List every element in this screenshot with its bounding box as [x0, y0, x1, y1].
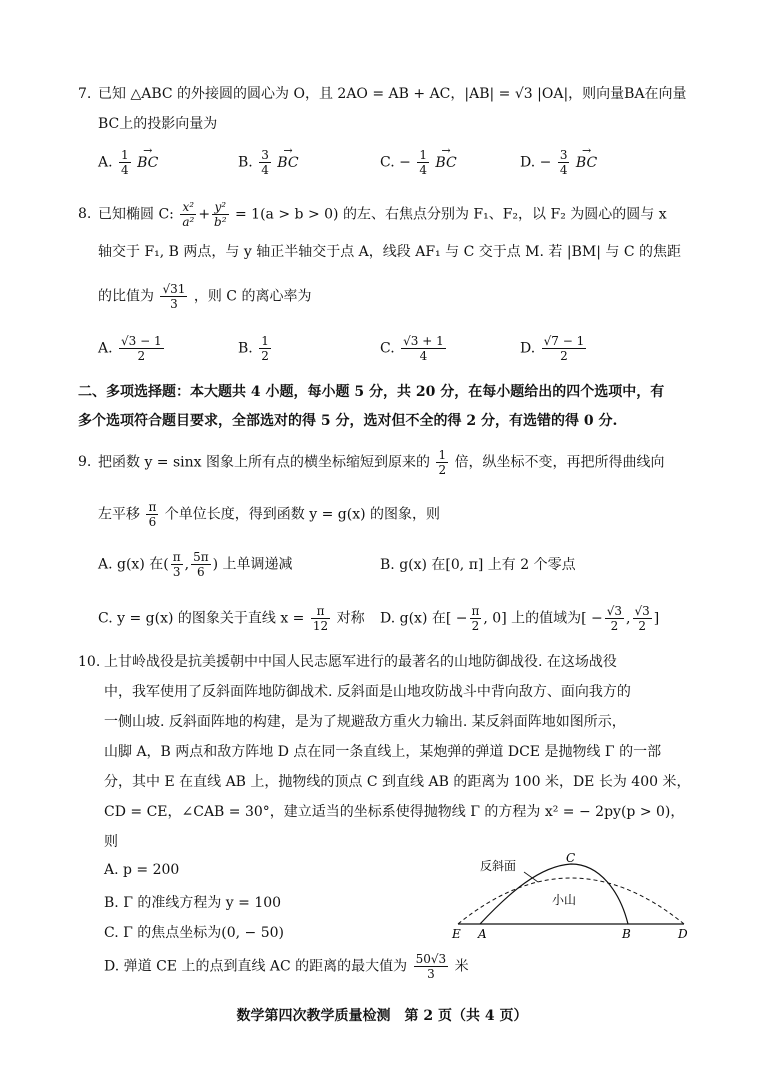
question-7-text-line1: 已知 △ABC 的外接圆的圆心为 O，且 2AO = AB + AC，|AB| = √3 |OA|，则向量BA在向量 [98, 86, 687, 102]
fraction [542, 334, 587, 363]
fraction [470, 604, 482, 633]
question-8-text-line1: 已知椭圆 C: $\frac{\text{x²}}{\text{a²}}$ + $\frac{\text{y²}}{\text{b²}}$ = 1(a > b > 0) 的左、右焦点分别为 F₁、F₂，以 F₂ 为圆心的圆与 x [98, 200, 667, 229]
text-segment: A. g(x) 在( [98, 556, 169, 573]
fraction [146, 500, 158, 529]
question-8-option-b [238, 334, 273, 363]
question-7-number: 7. [78, 86, 92, 102]
option-label: D. [520, 154, 536, 171]
text-segment: 的比值为 [98, 288, 154, 305]
text-segment: , 0] 上的值域为[ − [483, 610, 603, 627]
minus-sign: − [539, 154, 552, 171]
label-hill: 小山 [552, 893, 577, 907]
fraction [417, 148, 429, 177]
page-footer: 数学第四次教学质量检测 第 2 页（共 4 页） [236, 1008, 528, 1024]
label-d: D [678, 927, 688, 941]
minus-sign: − [399, 154, 411, 171]
text-segment: = 1(a > b > 0) 的左、右焦点分别为 F₁、F₂，以 F₂ 为圆心的圆与 x [235, 206, 667, 223]
option-label: C. [380, 340, 395, 357]
question-10-line4: 山脚 A，B 两点和敌方阵地 D 点在同一条直线上，某炮弹的弹道 DCE 是抛物线 Γ 的一部 [104, 744, 662, 760]
denominator: 2 [137, 349, 146, 363]
denominator: 4 [419, 163, 427, 177]
question-10-option-d [104, 952, 469, 981]
question-10-line7: 则 [104, 834, 118, 850]
text-segment: 倍，纵坐标不变，再把所得曲线向 [454, 454, 665, 471]
label-a: A [478, 927, 487, 941]
label-b: B [622, 927, 631, 941]
option-label: B. [238, 340, 253, 357]
denominator: 2 [471, 619, 480, 633]
numerator: 5π [193, 550, 209, 564]
question-8-option-a [98, 334, 166, 363]
numerator: π [172, 550, 181, 564]
text-segment: 个单位长度，得到函数 y = g(x) 的图象，则 [164, 506, 441, 523]
question-9-option-c [98, 604, 365, 633]
text-segment: D. 弹道 CE 上的点到直线 AC 的距离的最大值为 [104, 958, 408, 975]
question-7-option-b [238, 148, 299, 177]
option-label: A. [98, 154, 113, 171]
question-8-text-line3 [98, 282, 311, 311]
denominator: 2 [610, 619, 619, 633]
denominator: 2 [638, 619, 646, 633]
slope-pointer [524, 872, 538, 882]
numerator: 1 [438, 448, 447, 462]
question-8-text-line2: 轴交于 F₁, B 两点，与 y 轴正半轴交于点 A，线段 AF₁ 与 C 交于点 M. 若 |BM| 与 C 的焦距 [98, 244, 681, 260]
numerator: 50√3 [415, 952, 447, 966]
question-10-line1: 上甘岭战役是抗美援朝中中国人民志愿军进行的最著名的山地防御战役. 在这场战役 [104, 654, 617, 670]
question-9-option-d [380, 604, 659, 633]
text-segment: 米 [454, 958, 469, 975]
question-8-option-c [380, 334, 448, 363]
question-9-text-line2 [98, 500, 440, 529]
x-squared-over-a-squared: $\frac{\text{x²}}{\text{a²}}$ [182, 200, 195, 229]
fraction [401, 334, 446, 363]
question-10-option-b: B. Γ 的准线方程为 y = 100 [104, 895, 282, 911]
denominator: 2 [438, 463, 447, 477]
question-9-option-a: A. g(x) 在( $\frac{\pi}{3}$ , $\frac{5\pi}{6}$ ) 上单调递减 [98, 550, 293, 579]
numerator: π [471, 604, 480, 618]
numerator: π [148, 500, 157, 514]
numerator: 3 [261, 148, 269, 162]
fraction [311, 604, 330, 633]
question-10-line3: 一侧山坡. 反斜面阵地的构建，是为了规避敌方重火力输出. 某反斜面阵地如图所示， [104, 714, 626, 730]
question-9-option-b: B. g(x) 在[0, π] 上有 2 个零点 [380, 557, 576, 573]
section-2-heading-line2: 多个选项符合题目要求，全部选对的得 5 分，选对但不全的得 2 分，有选错的得 0 分. [78, 413, 618, 429]
text-segment: , [626, 610, 631, 627]
reverse-slope-figure [450, 852, 700, 942]
numerator: √3 [634, 604, 650, 618]
fraction [191, 550, 211, 579]
numerator: 3 [559, 148, 568, 162]
question-10-line5: 分，其中 E 在直线 AB 上，抛物线的顶点 C 到直线 AB 的距离为 100 米，DE 长为 400 米， [104, 774, 691, 790]
denominator: 4 [261, 163, 269, 177]
text-segment: ，则 C 的离心率为 [193, 288, 312, 305]
text-segment: 把函数 y = sinx 图象上所有点的横坐标缩短到原来的 [98, 454, 431, 471]
fraction [119, 148, 131, 177]
vector-bc: → BC [277, 155, 298, 171]
question-10-option-a: A. p = 200 [104, 862, 180, 878]
numerator: √3 + 1 [403, 334, 444, 348]
vector-bc: → BC [435, 155, 456, 171]
question-7-option-c [380, 148, 457, 177]
fraction [558, 148, 570, 177]
text-segment: 左平移 [98, 506, 140, 523]
fraction [259, 334, 271, 363]
question-9-number: 9. [78, 454, 92, 470]
denominator: 2 [261, 349, 269, 363]
text-segment: ] [653, 610, 660, 627]
question-10-line2: 中，我军使用了反斜面阵地防御战术. 反斜面是山地攻防战斗中背向敌方、面向我方的 [104, 684, 631, 700]
numerator: √3 − 1 [121, 334, 162, 348]
fraction [605, 604, 624, 633]
option-label: C. [380, 154, 395, 171]
numerator: 1 [419, 148, 427, 162]
fraction [633, 604, 652, 633]
fraction [259, 148, 271, 177]
label-c: C [566, 852, 576, 865]
question-8-option-d [520, 334, 588, 363]
text-segment: D. g(x) 在[ − [380, 610, 468, 627]
label-e: E [452, 927, 461, 941]
numerator: 1 [121, 148, 129, 162]
text-segment: ) 上单调递减 [212, 556, 293, 573]
option-label: D. [520, 340, 536, 357]
denominator: 3 [172, 565, 181, 579]
denominator: 4 [559, 163, 568, 177]
denominator: 4 [419, 349, 428, 363]
option-label: A. [98, 340, 113, 357]
denominator: 2 [560, 349, 568, 363]
question-10-option-c: C. Γ 的焦点坐标为(0, − 50) [104, 925, 285, 941]
denominator: 3 [427, 967, 435, 981]
question-7-option-a [98, 148, 158, 177]
label-slope: 反斜面 [480, 859, 517, 873]
fraction [436, 448, 448, 477]
numerator: √7 − 1 [543, 334, 585, 348]
y-squared-over-b-squared: $\frac{\text{y²}}{\text{b²}}$ [214, 200, 227, 229]
section-2-heading-line1: 二、多项选择题：本大题共 4 小题，每小题 5 分，共 20 分，在每小题给出的四个选项中，有 [78, 384, 665, 400]
numerator: 1 [261, 334, 269, 348]
numerator: √3 [606, 604, 623, 618]
vector-bc: → BC [137, 155, 158, 171]
denominator: 6 [197, 565, 205, 579]
question-7-text-line2: BC上的投影向量为 [98, 116, 218, 132]
text-segment: 已知椭圆 C: [98, 206, 174, 223]
fraction [171, 550, 183, 579]
text-segment: C. y = g(x) 的图象关于直线 x = [98, 610, 305, 627]
question-7-option-d [520, 148, 597, 177]
fraction [414, 952, 449, 981]
question-10-number: 10. [78, 654, 101, 670]
denominator: 4 [121, 163, 129, 177]
denominator: 3 [170, 297, 178, 311]
option-label: B. [238, 154, 253, 171]
numerator: √31 [162, 282, 186, 296]
numerator: π [311, 604, 330, 619]
text-segment: 对称 [336, 610, 365, 627]
question-8-number: 8. [78, 206, 92, 222]
denominator: 12 [312, 619, 329, 633]
fraction [160, 282, 187, 311]
question-10-line6: CD = CE，∠CAB = 30°，建立适当的坐标系使得抛物线 Γ 的方程为 x² = − 2py(p > 0)， [104, 804, 685, 820]
question-9-text-line1 [98, 448, 665, 477]
denominator: 6 [148, 515, 157, 529]
fraction [119, 334, 164, 363]
vector-bc: → BC [576, 155, 597, 171]
